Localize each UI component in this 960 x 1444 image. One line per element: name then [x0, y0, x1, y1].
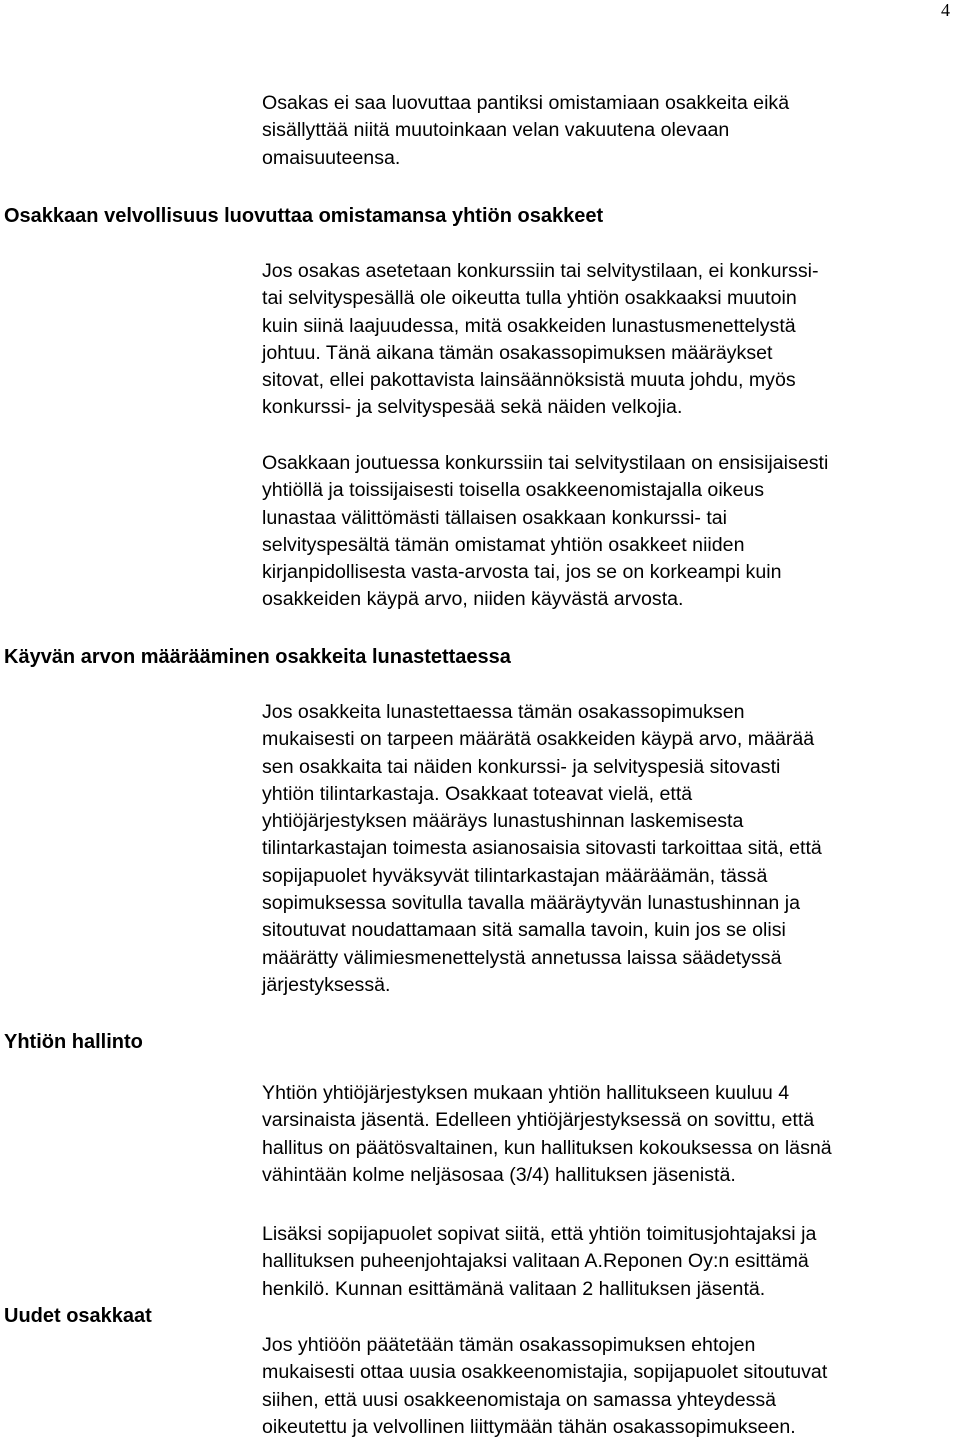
- text-line: sopijapuolet hyväksyvät tilintarkastajan määräämän, tässä: [262, 864, 768, 887]
- text-line: mukaisesti on tarpeen määrätä osakkeiden käypä arvo, määrää: [262, 728, 815, 751]
- paragraph-fair-value-determination: [262, 699, 958, 999]
- text-line: tai selvityspesällä ole oikeutta tulla yhtiön osakkaaksi muutoin: [262, 287, 797, 310]
- text-line: kirjanpidollisesta vasta-arvosta tai, jos se on korkeampi kuin: [262, 561, 782, 584]
- text-line: varsinaista jäsentä. Edelleen yhtiöjärjestyksessä on sovittu, että: [262, 1109, 815, 1132]
- text-line: siihen, että uusi osakkeenomistaja on samassa yhteydessä: [262, 1388, 777, 1411]
- text-line: sopimuksessa sovitulla tavalla määräytyvän lunastushinnan ja: [262, 892, 801, 915]
- text-line: järjestyksessä.: [262, 973, 391, 996]
- text-line: yhtiöllä ja toissijaisesti toisella osakkeenomistajalla oikeus: [262, 479, 765, 502]
- text-line: johtuu. Tänä aikana tämän osakassopimuksen määräykset: [262, 341, 773, 364]
- text-line: konkurssi- ja selvityspesää sekä näiden velkojia.: [262, 396, 683, 419]
- text-line: Jos osakkeita lunastettaessa tämän osakassopimuksen: [262, 701, 745, 723]
- text-line: lunastaa välittömästi tällaisen osakkaan konkurssi- tai: [262, 506, 728, 529]
- section-heading-new-shareholders: Uudet osakkaat: [4, 1305, 152, 1327]
- paragraph-redemption-right: [262, 450, 958, 614]
- text-line: sitoutuvat noudattamaan sitä samalla tavoin, kuin jos se olisi: [262, 919, 786, 942]
- text-line: vähintään kolme neljäsosaa (3/4) hallituksen jäsenistä.: [262, 1163, 736, 1186]
- text-line: kuin siinä laajuudessa, mitä osakkeiden lunastusmenettelystä: [262, 314, 796, 337]
- text-line: Jos yhtiöön päätetään tämän osakassopimuksen ehtojen: [262, 1334, 756, 1356]
- text-line: Osakas ei saa luovuttaa pantiksi omistamiaan osakkeita eikä: [262, 92, 790, 114]
- page-number: 4: [941, 0, 950, 20]
- paragraph-board-composition: [262, 1080, 958, 1189]
- text-line: Osakkaan joutuessa konkurssiin tai selvitystilaan on ensisijaisesti: [262, 452, 829, 474]
- text-line: sen osakkaita tai näiden konkurssi- ja selvityspesiä sitovasti: [262, 755, 781, 778]
- text-line: sisällyttää niitä muutoinkaan velan vakuutena olevaan: [262, 119, 730, 142]
- text-line: tilintarkastajan toimesta asianosaisia sitovasti tarkoittaa sitä, että: [262, 837, 822, 860]
- text-line: Jos osakas asetetaan konkurssiin tai selvitystilaan, ei konkurssi-: [262, 260, 819, 282]
- text-line: selvityspesältä tämän omistamat yhtiön osakkeet niiden: [262, 533, 745, 556]
- text-line: mukaisesti ottaa uusia osakkeenomistajia, sopijapuolet sitoutuvat: [262, 1361, 828, 1384]
- text-line: yhtiön tilintarkastaja. Osakkaat toteavat vielä, että: [262, 782, 693, 805]
- text-line: hallitus on päätösvaltainen, kun hallituksen kokouksessa on läsnä: [262, 1136, 832, 1159]
- text-line: oikeutettu ja velvollinen liittymään tähän osakassopimukseen.: [262, 1415, 796, 1438]
- section-heading-fair-value: Käyvän arvon määrääminen osakkeita lunastettaessa: [4, 646, 511, 668]
- section-heading-governance: Yhtiön hallinto: [4, 1031, 143, 1053]
- text-line: Yhtiön yhtiöjärjestyksen mukaan yhtiön hallitukseen kuuluu 4: [262, 1082, 790, 1104]
- paragraph-board-appointments: [262, 1221, 958, 1303]
- paragraph-bankruptcy-rights: [262, 258, 958, 422]
- text-line: henkilö. Kunnan esittämänä valitaan 2 hallituksen jäsentä.: [262, 1277, 766, 1300]
- text-line: Lisäksi sopijapuolet sopivat siitä, että yhtiön toimitusjohtajaksi ja: [262, 1223, 817, 1245]
- text-line: yhtiöjärjestyksen määräys lunastushinnan laskemisesta: [262, 810, 744, 833]
- paragraph-pledge-prohibition: [262, 90, 958, 172]
- text-line: omaisuuteensa.: [262, 146, 401, 169]
- text-line: sitovat, ellei pakottavista lainsäännöksistä muuta johdu, myös: [262, 369, 796, 392]
- text-line: osakkeiden käypä arvo, niiden käyvästä arvosta.: [262, 588, 684, 611]
- paragraph-new-shareholders: [262, 1332, 958, 1441]
- text-line: määrätty välimiesmenettelystä annetussa laissa säädetyssä: [262, 946, 782, 969]
- section-heading-transfer-obligation: Osakkaan velvollisuus luovuttaa omistamansa yhtiön osakkeet: [4, 205, 604, 227]
- text-line: hallituksen puheenjohtajaksi valitaan A.Reponen Oy:n esittämä: [262, 1250, 809, 1273]
